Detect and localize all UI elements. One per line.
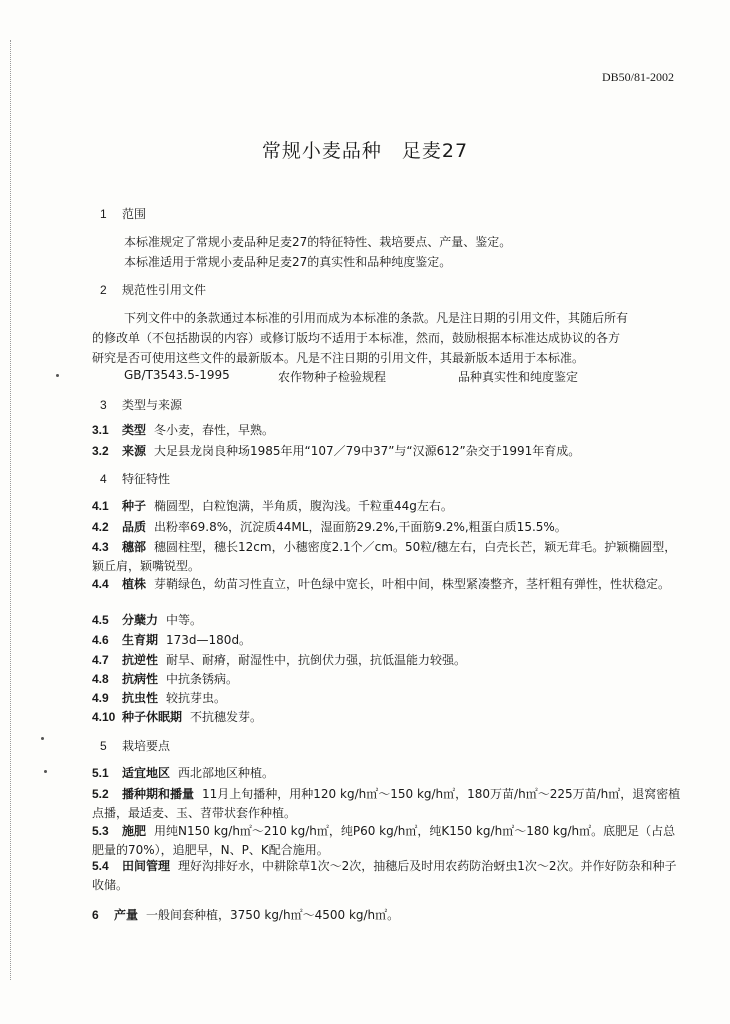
document-title: 常规小麦品种 足麦27 — [261, 140, 469, 162]
clause-number: 4.7 — [92, 653, 109, 667]
clause-4-8 — [92, 670, 682, 689]
clause-4-1 — [92, 497, 682, 516]
section-6 — [92, 906, 682, 925]
reference-subtitle: 品种真实性和纯度鉴定 — [458, 370, 579, 384]
clause-keyword: 抗逆性 — [122, 653, 159, 667]
clause-number: 4.3 — [92, 540, 109, 554]
clause-keyword: 植株 — [122, 577, 147, 591]
paragraph: 本标准适用于常规小麦品种足麦27的真实性和品种纯度鉴定。 — [124, 255, 452, 269]
clause-number: 5.3 — [92, 824, 109, 838]
clause-text: 用纯N150 kg/h㎡～210 kg/h㎡，纯P60 kg/h㎡，纯K150 kg/h㎡～180 kg/h㎡。底肥足（占总肥量的70%），追肥早，N、P、K配合施用。 — [92, 824, 676, 857]
clause-number: 4.1 — [92, 499, 109, 513]
clause-number: 3.2 — [92, 444, 109, 458]
clause-keyword: 生育期 — [122, 633, 159, 647]
clause-text: 耐旱、耐瘠，耐湿性中，抗倒伏力强，抗低温能力较强。 — [166, 653, 467, 667]
clause-keyword: 抗病性 — [122, 672, 159, 686]
section-2-heading — [100, 281, 206, 298]
section-text: 一般间套种植，3750 kg/h㎡～4500 kg/h㎡。 — [146, 908, 400, 922]
clause-text: 较抗芽虫。 — [166, 691, 227, 705]
clause-text: 中等。 — [166, 613, 203, 627]
clause-number: 4.5 — [92, 613, 109, 627]
clause-5-4 — [92, 857, 682, 895]
binding-margin-dots — [10, 40, 12, 980]
clause-5-2 — [92, 785, 682, 823]
paragraph: 本标准规定了常规小麦品种足麦27的特征特性、栽培要点、产量、鉴定。 — [124, 235, 512, 249]
clause-number: 4.4 — [92, 577, 109, 591]
clause-number: 5.2 — [92, 787, 109, 801]
document-number: DB50/81-2002 — [602, 70, 674, 84]
scan-speck — [56, 374, 59, 377]
clause-text: 173d—180d。 — [166, 633, 252, 647]
clause-keyword: 种子 — [122, 499, 147, 513]
clause-4-4 — [92, 575, 682, 594]
clause-text: 不抗穗发芽。 — [190, 710, 263, 724]
section-title: 产量 — [114, 908, 139, 922]
paragraph-line: 研究是否可使用这些文件的最新版本。凡是不注日期的引用文件，其最新版本适用于本标准。 — [92, 351, 585, 365]
section-3-heading — [100, 396, 182, 413]
clause-number: 3.1 — [92, 423, 109, 437]
clause-text: 芽鞘绿色，幼苗习性直立，叶色绿中宽长，叶相中间，株型紧凑整齐，茎杆粗有弹性，性状稳定。 — [154, 577, 671, 591]
clause-keyword: 施肥 — [122, 824, 147, 838]
section-number: 5 — [100, 739, 107, 753]
clause-text: 出粉率69.8%，沉淀质44ML，湿面筋29.2%,干面筋9.2%,粗蛋白质15.5%。 — [154, 520, 567, 534]
reference-title: 农作物种子检验规程 — [278, 370, 387, 384]
clause-4-2 — [92, 518, 682, 537]
clause-4-9 — [92, 689, 682, 708]
section-number: 1 — [100, 207, 107, 221]
section-number: 6 — [92, 908, 99, 922]
section-number: 4 — [100, 472, 107, 486]
clause-text: 西北部地区种植。 — [178, 766, 275, 780]
clause-keyword: 种子休眠期 — [122, 710, 183, 724]
section-title: 范围 — [122, 207, 147, 221]
section-1-heading — [100, 205, 146, 222]
clause-text: 穗圆柱型，穗长12cm，小穗密度2.1个／cm。50粒/穗左右，白壳长芒，颖无茸毛。护颖椭圆型，颖丘肩，颖嘴锐型。 — [92, 540, 677, 573]
clause-4-6 — [92, 631, 682, 650]
clause-keyword: 分蘖力 — [122, 613, 159, 627]
clause-text: 理好沟排好水，中耕除草1次～2次，抽穗后及时用农药防治蚜虫1次～2次。并作好防杂和种子收储。 — [92, 859, 677, 892]
clause-number: 4.2 — [92, 520, 109, 534]
section-number: 3 — [100, 398, 107, 412]
clause-text: 大足县龙岗良种场1985年用“107／79中37”与“汉源612”杂交于1991年育成。 — [154, 444, 581, 458]
clause-4-3 — [92, 538, 682, 576]
clause-4-5 — [92, 611, 682, 630]
clause-keyword: 品质 — [122, 520, 147, 534]
clause-number: 4.8 — [92, 672, 109, 686]
clause-text: 椭圆型，白粒饱满，半角质，腹沟浅。千粒重44g左右。 — [154, 499, 453, 513]
clause-keyword: 来源 — [122, 444, 147, 458]
clause-keyword: 类型 — [122, 423, 147, 437]
clause-text: 中抗条锈病。 — [166, 672, 239, 686]
section-5-heading — [100, 737, 170, 754]
clause-keyword: 播种期和播量 — [122, 787, 195, 801]
paragraph-line: 下列文件中的条款通过本标准的引用而成为本标准的条款。凡是注日期的引用文件，其随后所有 — [124, 311, 629, 325]
clause-4-10 — [92, 708, 682, 727]
clause-keyword: 抗虫性 — [122, 691, 159, 705]
clause-3-2 — [92, 442, 682, 461]
scan-speck — [41, 737, 44, 740]
clause-keyword: 田间管理 — [122, 859, 171, 873]
clause-text: 11月上旬播种，用种120 kg/h㎡～150 kg/h㎡，180万苗/h㎡～225万苗/h㎡，退窝密植点播，最适麦、玉、苕带状套作种植。 — [92, 787, 681, 820]
paragraph-line: 的修改单（不包括勘误的内容）或修订版均不适用于本标准，然而，鼓励根据本标准达成协议的各方 — [92, 331, 621, 345]
section-title: 规范性引用文件 — [122, 283, 207, 297]
clause-number: 5.1 — [92, 766, 109, 780]
clause-number: 4.9 — [92, 691, 109, 705]
clause-number: 5.4 — [92, 859, 109, 873]
clause-keyword: 适宜地区 — [122, 766, 171, 780]
reference-code: GB/T3543.5-1995 — [124, 368, 230, 382]
section-number: 2 — [100, 283, 107, 297]
clause-number: 4.6 — [92, 633, 109, 647]
scan-speck — [44, 770, 47, 773]
clause-5-3 — [92, 822, 682, 860]
section-title: 特征特性 — [122, 472, 171, 486]
section-title: 类型与来源 — [122, 398, 183, 412]
clause-5-1 — [92, 764, 682, 783]
section-4-heading — [100, 470, 170, 487]
clause-number: 4.10 — [92, 710, 116, 724]
section-title: 栽培要点 — [122, 739, 171, 753]
clause-text: 冬小麦，春性，早熟。 — [154, 423, 275, 437]
clause-3-1 — [92, 421, 682, 440]
clause-keyword: 穗部 — [122, 540, 147, 554]
clause-4-7 — [92, 651, 682, 670]
